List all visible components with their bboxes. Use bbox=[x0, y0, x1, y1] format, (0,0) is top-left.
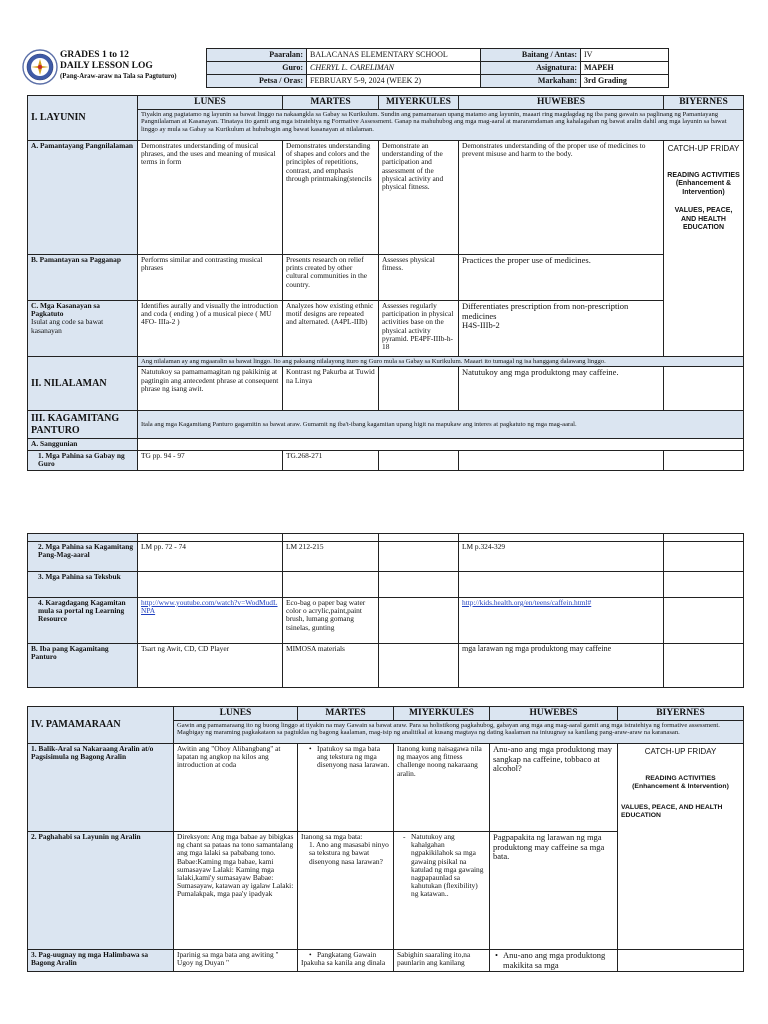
b-lunes: Performs similar and contrasting musical phrases bbox=[138, 255, 283, 301]
table-2-top-lunes bbox=[138, 534, 283, 542]
s1-martes: • Ipatukoy sa mga bata ang tekstura ng mga disenyong nasa larawan. bbox=[307, 745, 390, 770]
a-lunes: Demonstrates understanding of musical phrases, and the uses and meaning of musical terms in form bbox=[138, 141, 283, 255]
layunin-title: I. LAYUNIN bbox=[28, 96, 138, 141]
reading-activities-2: READING ACTIVITIES (Enhancement & Intervention) bbox=[632, 774, 729, 790]
a-martes: Demonstrates understanding of shapes and colors and the principles of repetitions, contrast, and emphasis through printmaking(stencils bbox=[283, 141, 379, 255]
asignatura-label: Asignatura: bbox=[481, 62, 581, 75]
youtube-link[interactable]: http://www.youtube.com/watch?v=WodMudLNPA bbox=[141, 598, 278, 616]
r3-lunes bbox=[138, 572, 283, 598]
b2-miyerkules bbox=[379, 644, 459, 688]
baitang-value: IV bbox=[581, 49, 669, 62]
day-header-huwebes-2: HUWEBES bbox=[490, 707, 618, 721]
title-line-2: DAILY LESSON LOG bbox=[60, 61, 153, 71]
r4-lunes-cell bbox=[138, 598, 283, 644]
s3-biyernes bbox=[618, 950, 744, 972]
s2-miyerkules-cell bbox=[394, 832, 490, 950]
kagamitan-title: III. KAGAMITANG PANTURO bbox=[28, 411, 138, 439]
day-header-biyernes: BIYERNES bbox=[664, 96, 744, 110]
day-header-martes: MARTES bbox=[283, 96, 379, 110]
pamamaraan-note: Gawin ang pamamaraang ito ng buong linggo at tiyakin na may Gawain sa bawat araw. Para sa holistikong pagkahubog, gabayan ang mga ang mag-aaral gamit ang mga istratehiya ng formative assessment. Magbigay ng maraming pagkakataon sa pagtuklas ng bagong kaalaman, mag-isip ng analitikal at kusang magtaya ng dating kaalaman na iniuugnay sa kanilang pang-araw-araw na karanasan. bbox=[174, 721, 744, 744]
pamantayan-sa-pagganap-label: B. Pamantayan sa Pagganap bbox=[28, 255, 138, 301]
paaralan-value: BALACANAS ELEMENTARY SCHOOL bbox=[307, 49, 481, 62]
pag-uugnay-label: 3. Pag-uugnay ng mga Halimbawa sa Bagong Aralin bbox=[28, 950, 174, 972]
guro-label: Guro: bbox=[207, 62, 307, 75]
gabay-ng-guro-label: 1. Mga Pahina sa Gabay ng Guro bbox=[28, 450, 138, 470]
kagamitan-note: Itala ang mga Kagamitang Panturo gagamitin sa bawat araw. Gumamit ng iba't-ibang kagamitan upang higit na mapukaw ang interes at pagkatuto ng mga mag-aaral. bbox=[138, 411, 744, 439]
r1-miyerkules bbox=[379, 450, 459, 470]
s2-martes-item: 1. Ano ang masasabi ninyo sa tekstura ng bawat disenyong nasa larawan? bbox=[309, 840, 389, 866]
r2-lunes: LM pp. 72 - 74 bbox=[138, 542, 283, 572]
asignatura-value: MAPEH bbox=[581, 62, 669, 75]
s3-lunes: Iparinig sa mga bata ang awiting " Ugoy ng Duyan " bbox=[174, 950, 298, 972]
a-miyerkules: Demonstrate an understanding of the participation and assessment of the physical activity and physical fitness. bbox=[379, 141, 459, 255]
title-line-1: GRADES 1 to 12 bbox=[60, 50, 129, 60]
values-education-2: VALUES, PEACE, AND HEALTH EDUCATION bbox=[621, 803, 723, 819]
markahan-value: 3rd Grading bbox=[581, 75, 669, 88]
nilalaman-lunes: Natutukoy sa pamamamagitan ng pakikinig at pagtingin ang antecedent phrase at consequent phrase ng isang awit. bbox=[138, 367, 283, 411]
teksbuk-label: 3. Mga Pahina sa Teksbuk bbox=[28, 572, 138, 598]
c-huwebes-code: H4S-IIIb-2 bbox=[462, 320, 500, 330]
r1-huwebes bbox=[459, 450, 664, 470]
learning-resource-label: 4. Karagdagang Kagamitan mula sa portal ng Learning Resource bbox=[28, 598, 138, 644]
r3-miyerkules bbox=[379, 572, 459, 598]
layunin-note: Tiyakin ang pagtatamo ng layunin sa bawat linggo na nakaangkla sa Gabay sa Kurikulum. Sundin ang pamamaraan upang matamo ang layunin, maaari ring magdagdag ng iba pang gawain sa paglinang ng Pamantayang Pangnilalaman at Kasanayan. Tinataya ito gamit ang mga istratehiya ng Formative Assessment. Ganap na mahuhubog ang mga mag-aaral at mararamdaman ang kahalagahan ng bawat aralin dahil ang mga layunin sa bawat linggo ay mula sa Gabay sa Kurikulum at huhubugin ang bawat kasanayan at nilalaman. bbox=[138, 110, 744, 141]
values-education: VALUES, PEACE, AND HEALTH EDUCATION bbox=[674, 207, 733, 231]
day-header-miyerkules-2: MIYERKULES bbox=[394, 707, 490, 721]
c-huwebes-cell bbox=[459, 301, 664, 357]
catch-up-friday-title-2: CATCH-UP FRIDAY bbox=[644, 747, 717, 756]
b2-huwebes: mga larawan ng mga produktong may caffeine bbox=[459, 644, 664, 688]
r3-martes bbox=[283, 572, 379, 598]
nilalaman-biyernes bbox=[664, 367, 744, 411]
s2-lunes: Direksyon: Ang mga babae ay bibigkas ng chant sa pataas na tono samantalang ang mga lalaki sa pababang tono. Babae:Kaming mga babae, kami sumasayaw Lalaki: Kaming mga lalaki,kami'y sumasayaw Babae: Sumasayaw, katawan ay igalaw Lalaki: Pumalakpak, mga paa'y ipadyak bbox=[174, 832, 298, 950]
c-miyerkules: Assesses regularly participation in physical activities base on the physical activity pyramid. PE4PF-IIIb-h-18 bbox=[379, 301, 459, 357]
lesson-table-3 bbox=[27, 706, 744, 972]
petsa-value: FEBRUARY 5-9, 2024 (WEEK 2) bbox=[307, 75, 481, 88]
day-header-miyerkules: MIYERKULES bbox=[379, 96, 459, 110]
table-2-top-label bbox=[28, 534, 138, 542]
b-huwebes: Practices the proper use of medicines. bbox=[459, 255, 664, 301]
kidshealth-link[interactable]: http://kids.health.org/en/teens/caffein.html# bbox=[462, 598, 592, 607]
r2-miyerkules bbox=[379, 542, 459, 572]
s1-lunes: Awitin ang "Ohoy Alibangbang" at lapatan ng angkop na kilos ang introduction at coda bbox=[174, 744, 298, 832]
kagamitang-pang-mag-aaral-label: 2. Mga Pahina sa Kagamitang Pang-Mag-aaral bbox=[28, 542, 138, 572]
b-martes: Presents research on relief prints created by other cultural communities in the country. bbox=[283, 255, 379, 301]
table-2-top-martes bbox=[283, 534, 379, 542]
r1-biyernes bbox=[664, 450, 744, 470]
nilalaman-title: II. NILALAMAN bbox=[28, 357, 138, 411]
balik-aral-label: 1. Balik-Aral sa Nakaraang Aralin at/o Pagsisimula ng Bagong Aralin bbox=[28, 744, 174, 832]
s3-miyerkules: Sabighin saaraling ito,na paunlarin ang kanilang bbox=[394, 950, 490, 972]
catch-up-friday-title: CATCH-UP FRIDAY bbox=[667, 144, 740, 153]
r1-martes: TG.268-271 bbox=[283, 450, 379, 470]
s3-martes-text: Ipakuha sa kanila ang dinala bbox=[301, 958, 386, 968]
lesson-table-2 bbox=[27, 533, 744, 688]
kasanayan-sublabel: Isulat ang code sa bawat kasanayan bbox=[31, 317, 104, 335]
nilalaman-miyerkules bbox=[379, 367, 459, 411]
r2-martes: LM 212-215 bbox=[283, 542, 379, 572]
r4-huwebes-cell bbox=[459, 598, 664, 644]
c-huwebes-text: Differentiates prescription from non-prescription medicines bbox=[462, 301, 629, 321]
sanggunian-label: A. Sanggunian bbox=[28, 439, 138, 450]
catch-up-friday-cell bbox=[664, 141, 744, 357]
day-header-huwebes: HUWEBES bbox=[459, 96, 664, 110]
nilalaman-martes: Kontrast ng Pakurba at Tuwid na Linya bbox=[283, 367, 379, 411]
logo bbox=[22, 49, 58, 85]
s3-huwebes: • Anu-ano ang mga produktong makikita sa mga bbox=[493, 951, 614, 970]
iba-pang-kagamitan-label: B. Iba pang Kagamitang Panturo bbox=[28, 644, 138, 688]
s2-martes-intro: Itanong sa mga bata: bbox=[301, 832, 363, 841]
day-header-lunes-2: LUNES bbox=[174, 707, 298, 721]
guro-value: CHERYL L. CARELIMAN bbox=[307, 62, 481, 75]
kasanayan-label: C. Mga Kasanayan sa Pagkatuto bbox=[31, 301, 100, 319]
pamamaraan-title: IV. PAMAMARAAN bbox=[28, 707, 174, 744]
s1-miyerkules: Itanong kung naisagawa nila ng maayos ang fitness challenge noong nakaraang aralin. bbox=[394, 744, 490, 832]
paghahabi-label: 2. Paghahabi sa Layunin ng Aralin bbox=[28, 832, 174, 950]
s3-martes-title: • Pangkatang Gawain bbox=[307, 951, 390, 959]
header-title bbox=[60, 50, 206, 81]
a-huwebes: Demonstrates understanding of the proper use of medicines to prevent misuse and harm to the body. bbox=[459, 141, 664, 255]
nilalaman-huwebes: Natutukoy ang mga produktong may caffeine. bbox=[459, 367, 664, 411]
reading-activities: READING ACTIVITIES (Enhancement & Intervention) bbox=[667, 171, 740, 196]
c-lunes: Identifies aurally and visually the introduction and coda ( ending ) of a musical piece ( MU 4FO- IIIa-2 ) bbox=[138, 301, 283, 357]
r2-huwebes: LM p.324-329 bbox=[459, 542, 664, 572]
s2-huwebes: Pagpapakita ng larawan ng mga produktong may caffeine sa mga bata. bbox=[490, 832, 618, 950]
r3-biyernes bbox=[664, 572, 744, 598]
paaralan-label: Paaralan: bbox=[207, 49, 307, 62]
c-martes: Analyzes how existing ethnic motif designs are repeated and alternated. (A4PL-IIIb) bbox=[283, 301, 379, 357]
s2-miyerkules: - Natutukoy ang kahalgahan ngpakikilahok sa mga gawaing pisikal na katulad ng mga gawaing nagpapaunlad sa kahutukan (flexibility) ng katawan.. bbox=[401, 833, 486, 899]
s3-martes-cell bbox=[298, 950, 394, 972]
s1-huwebes: Anu-ano ang mga produktong may sangkap na caffeine, tobbaco at alcohol? bbox=[490, 744, 618, 832]
kasanayan-label-cell bbox=[28, 301, 138, 357]
header-info-table bbox=[206, 48, 669, 88]
catch-up-friday-cell-2 bbox=[618, 744, 744, 950]
day-header-lunes: LUNES bbox=[138, 96, 283, 110]
b2-lunes: Tsart ng Awit, CD, CD Player bbox=[138, 644, 283, 688]
s2-martes-cell bbox=[298, 832, 394, 950]
b-miyerkules: Assesses physical fitness. bbox=[379, 255, 459, 301]
petsa-label: Petsa / Oras: bbox=[207, 75, 307, 88]
day-header-martes-2: MARTES bbox=[298, 707, 394, 721]
pamantayang-pangnilalaman-label: A. Pamantayang Pangnilalaman bbox=[28, 141, 138, 255]
sanggunian-row bbox=[138, 439, 744, 450]
b2-biyernes bbox=[664, 644, 744, 688]
lesson-table-1 bbox=[27, 95, 744, 471]
r2-biyernes bbox=[664, 542, 744, 572]
r4-miyerkules bbox=[379, 598, 459, 644]
nilalaman-note: Ang nilalaman ay ang mgaaralin sa bawat linggo. Ito ang paksang nilalayong ituro ng Guro mula sa Gabay sa Kurikulum. Maaari ito tumagal ng isa hanggang dalawang linggo. bbox=[138, 357, 744, 367]
table-2-top-biyernes bbox=[664, 534, 744, 542]
baitang-label: Baitang / Antas: bbox=[481, 49, 581, 62]
s3-huwebes-cell bbox=[490, 950, 618, 972]
title-line-3: (Pang-Araw-araw na Tala sa Pagtuturo) bbox=[60, 73, 177, 80]
deped-seal-icon bbox=[22, 49, 58, 85]
r4-martes: Eco-bag o paper bag water color o acrylic,paint,paint brush, lumang gomang tsinelas, gunting bbox=[283, 598, 379, 644]
table-2-top-miyerkules bbox=[379, 534, 459, 542]
r1-lunes: TG pp. 94 - 97 bbox=[138, 450, 283, 470]
s1-martes-cell bbox=[298, 744, 394, 832]
r4-biyernes bbox=[664, 598, 744, 644]
markahan-label: Markahan: bbox=[481, 75, 581, 88]
table-2-top-huwebes bbox=[459, 534, 664, 542]
r3-huwebes bbox=[459, 572, 664, 598]
b2-martes: MIMOSA materials bbox=[283, 644, 379, 688]
day-header-biyernes-2: BIYERNES bbox=[618, 707, 744, 721]
